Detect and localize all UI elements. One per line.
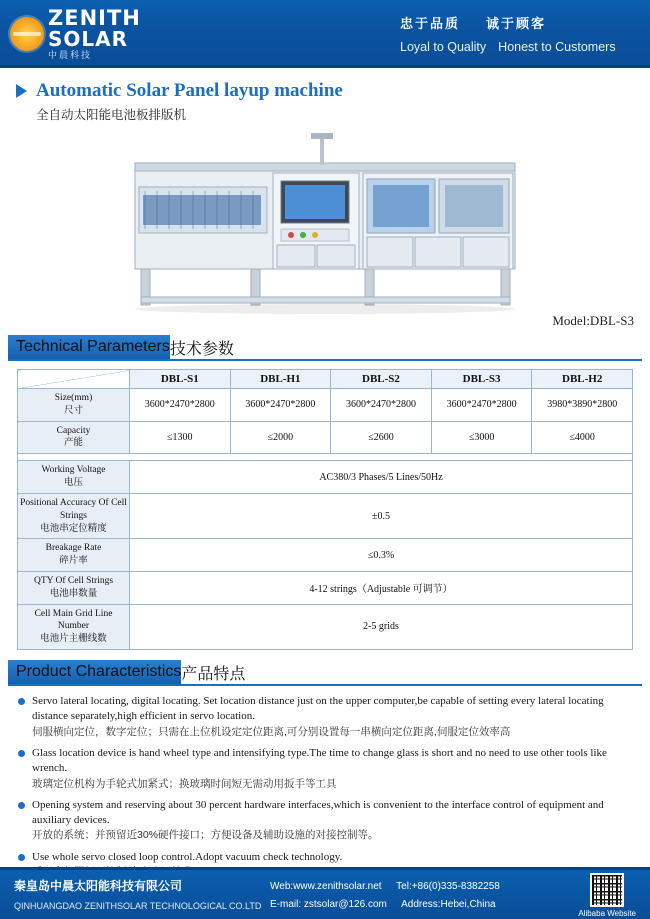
characteristics-list <box>0 694 650 880</box>
cell-capacity-4: ≤4000 <box>532 421 633 454</box>
technical-parameters-table <box>17 369 633 650</box>
table-row <box>18 571 633 604</box>
product-title-en: Automatic Solar Panel layup machine <box>36 80 343 101</box>
sun-icon <box>10 17 44 51</box>
table-col-3: DBL-S3 <box>431 370 532 389</box>
table-header-row <box>18 370 633 389</box>
cell-capacity-0: ≤1300 <box>130 421 231 454</box>
company-logo <box>10 8 141 60</box>
footer-company-cn: 秦皇岛中晨太阳能科技有限公司 <box>14 879 183 893</box>
footer-company-en: QINHUANGDAO ZENITHSOLAR TECHNOLOGICAL CO.LTD <box>14 901 262 911</box>
cell-size-4: 3980*3890*2800 <box>532 389 633 422</box>
row-label-voltage-en: Working Voltage <box>41 465 106 476</box>
footer-email[interactable]: E-mail: zstsolar@126.com <box>270 899 387 910</box>
row-label-size-en: Size(mm) <box>54 393 93 403</box>
product-title-cn: 全自动太阳能电池板排版机 <box>36 108 187 122</box>
page-footer <box>0 867 650 919</box>
cell-accuracy: ±0.5 <box>130 493 633 538</box>
page-header <box>0 0 650 68</box>
list-item <box>18 694 636 739</box>
row-label-size-cn: 尺寸 <box>63 405 83 416</box>
row-label-grid <box>18 604 130 649</box>
table-corner-cell <box>18 370 130 389</box>
table-row <box>18 421 633 454</box>
table-col-4: DBL-H2 <box>532 370 633 389</box>
row-label-qty-en: QTY Of Cell Strings <box>33 575 114 586</box>
char-2-cn: 开放的系统；并预留近30%硬件接口；方便设备及辅助设施的对接控制等。 <box>32 829 379 842</box>
cell-grid: 2-5 grids <box>130 604 633 649</box>
row-label-grid-en: Cell Main Grid Line Number <box>34 608 113 632</box>
technical-parameters-header <box>8 335 642 361</box>
row-label-voltage <box>18 461 130 494</box>
footer-address: Address:Hebei,China <box>401 899 496 910</box>
table-row <box>18 461 633 494</box>
tech-title-cn: 技术参数 <box>169 340 234 358</box>
cell-size-1: 3600*2470*2800 <box>230 389 331 422</box>
cell-size-0: 3600*2470*2800 <box>130 389 231 422</box>
logo-line-3: 中晨科技 <box>48 50 93 60</box>
row-label-accuracy <box>18 493 130 538</box>
product-characteristics-header <box>8 660 642 686</box>
row-label-voltage-cn: 电压 <box>63 478 83 489</box>
row-label-size <box>18 389 130 422</box>
machine-photo <box>0 129 650 319</box>
footer-contact <box>270 878 512 914</box>
slogan-cn-2: 诚于顾客 <box>486 16 547 31</box>
table-col-2: DBL-S2 <box>331 370 432 389</box>
table-row <box>18 493 633 538</box>
logo-line-2: SOLAR <box>48 27 129 51</box>
cell-breakage: ≤0.3% <box>130 539 633 572</box>
table-row <box>18 539 633 572</box>
row-label-accuracy-cn: 电池串定位精度 <box>40 523 107 534</box>
machine-illustration <box>115 129 535 314</box>
row-label-qty <box>18 571 130 604</box>
char-1-cn: 玻璃定位机构为手轮式加紧式；换玻璃时间短无需动用扳手等工具 <box>32 777 337 790</box>
table-col-0: DBL-S1 <box>130 370 231 389</box>
char-0-cn: 伺服横向定位，数字定位；只需在上位机设定定位距离,可分别设置每一串横向定位距离,伺服定位效率高 <box>32 725 511 738</box>
triangle-bullet-icon <box>16 84 27 98</box>
cell-size-2: 3600*2470*2800 <box>331 389 432 422</box>
char-title-en: Product Characteristics <box>16 663 182 680</box>
product-title-block <box>0 68 650 125</box>
slogan-en-2: Honest to Customers <box>498 40 616 54</box>
row-label-capacity-en: Capacity <box>56 425 91 436</box>
footer-company <box>14 877 261 911</box>
char-2-en: Opening system and reserving about 30 percent hardware interfaces,which is convenient to the interface control of equipment and auxiliary devices. <box>32 798 604 826</box>
char-title-cn: 产品特点 <box>181 665 246 683</box>
char-0-en: Servo lateral locating, digital locating. Set location distance just on the upper computer,be capable of setting every lateral locating distance separately,high efficient in servo location. <box>32 695 604 722</box>
row-label-breakage-cn: 碎片率 <box>59 556 88 567</box>
cell-voltage: AC380/3 Phases/5 Lines/50Hz <box>130 461 633 494</box>
qr-code-icon <box>590 873 624 907</box>
list-item <box>18 798 636 843</box>
list-item <box>18 746 636 791</box>
logo-line-1: ZENITH <box>48 6 141 30</box>
row-label-breakage-en: Breakage Rate <box>45 543 102 554</box>
cell-capacity-1: ≤2000 <box>230 421 331 454</box>
tech-title-en: Technical Parameters <box>16 338 170 355</box>
table-spacer <box>18 454 633 461</box>
cell-capacity-3: ≤3000 <box>431 421 532 454</box>
char-1-en: Glass location device is hand wheel type and intensifying type.The time to change glass is short and no need to use other tools like wrench. <box>32 746 607 774</box>
row-label-grid-cn: 电池片主栅线数 <box>40 634 107 645</box>
qr-code-block[interactable] <box>578 873 636 918</box>
slogan-cn-1: 忠于品质 <box>400 16 461 31</box>
cell-qty: 4-12 strings（Adjustable 可调节） <box>130 571 633 604</box>
row-label-qty-cn: 电池串数量 <box>49 588 98 599</box>
table-row <box>18 389 633 422</box>
char-3-en: Use whole servo closed loop control.Adopt vacuum check technology. <box>32 850 343 863</box>
row-label-accuracy-en: Positional Accuracy Of Cell Strings <box>20 497 127 521</box>
footer-tel: Tel:+86(0)335-8382258 <box>396 881 500 892</box>
cell-size-3: 3600*2470*2800 <box>431 389 532 422</box>
row-label-capacity-cn: 产能 <box>63 438 83 449</box>
model-label: Model:DBL-S3 <box>552 313 634 328</box>
qr-label: Alibaba Website <box>578 909 636 918</box>
table-col-1: DBL-H1 <box>230 370 331 389</box>
row-label-capacity <box>18 421 130 454</box>
header-slogan <box>400 13 650 54</box>
row-label-breakage <box>18 539 130 572</box>
table-row <box>18 604 633 649</box>
cell-capacity-2: ≤2600 <box>331 421 432 454</box>
footer-web[interactable]: Web:www.zenithsolar.net <box>270 881 382 892</box>
slogan-en-1: Loyal to Quality <box>400 40 487 54</box>
